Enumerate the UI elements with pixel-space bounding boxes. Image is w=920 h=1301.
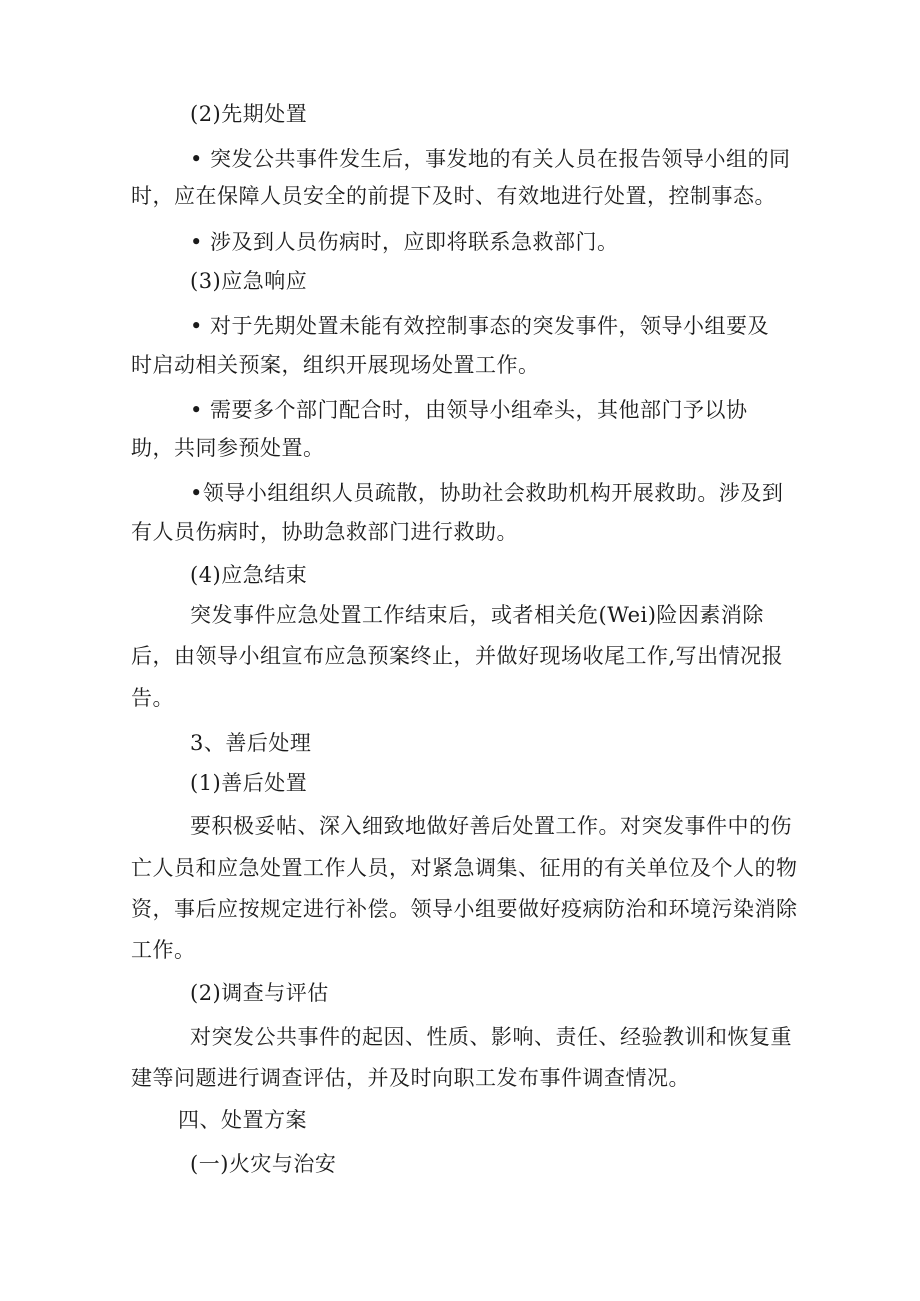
paragraph-line: 对突发公共事件的起因、性质、影响、责任、经验教训和恢复重 xyxy=(190,1025,792,1049)
paragraph-line: 后，由领导小组宣布应急预案终止，并做好现场收尾工作,写出情况报 xyxy=(131,644,784,668)
paragraph-line: 时，应在保障人员安全的前提下及时、有效地进行处置，控制事态。 xyxy=(131,184,776,208)
paragraph-line: 突发事件应急处置工作结束后，或者相关危(Wei)险因素消除 xyxy=(190,603,764,627)
bullet-paragraph-line: • 对于先期处置未能有效控制事态的突发事件，领导小组要及 xyxy=(190,314,770,338)
heading-investigation: (2)调查与评估 xyxy=(190,981,329,1005)
paragraph-line: 助，共同参预处置。 xyxy=(131,436,325,460)
bullet-paragraph-line: •领导小组组织人员疏散，协助社会救助机构开展救助。涉及到 xyxy=(190,481,784,505)
paragraph-line: 有人员伤病时，协助急救部门进行救助。 xyxy=(131,520,518,544)
paragraph-line: 资，事后应按规定进行补偿。领导小组要做好疫病防治和环境污染消除 xyxy=(131,897,798,921)
bullet-paragraph-line: • 涉及到人员伤病时，应即将联系急救部门。 xyxy=(190,230,619,254)
paragraph-line: 建等问题进行调查评估，并及时向职工发布事件调查情况。 xyxy=(131,1066,690,1090)
heading-emergency-response: (3)应急响应 xyxy=(190,269,308,293)
paragraph-line: 亡人员和应急处置工作人员，对紧急调集、征用的有关单位及个人的物 xyxy=(131,856,798,880)
heading-aftermath-handling: (1)善后处置 xyxy=(190,771,308,795)
heading-initial-response: (2)先期处置 xyxy=(190,102,308,126)
paragraph-line: 要积极妥帖、深入细致地做好善后处置工作。对突发事件中的伤 xyxy=(190,814,792,838)
paragraph-line: 告。 xyxy=(131,686,174,710)
bullet-paragraph-line: • 突发公共事件发生后，事发地的有关人员在报告领导小组的同 xyxy=(190,147,791,171)
heading-aftermath: 3、善后处理 xyxy=(190,731,312,755)
heading-plan: 四、处置方案 xyxy=(178,1108,307,1132)
bullet-paragraph-line: • 需要多个部门配合时，由领导小组牵头，其他部门予以协 xyxy=(190,398,748,422)
paragraph-line: 工作。 xyxy=(131,938,196,962)
heading-emergency-end: (4)应急结束 xyxy=(190,563,308,587)
paragraph-line: 时启动相关预案，组织开展现场处置工作。 xyxy=(131,353,540,377)
heading-fire-security: (一)火灾与治安 xyxy=(190,1152,337,1176)
